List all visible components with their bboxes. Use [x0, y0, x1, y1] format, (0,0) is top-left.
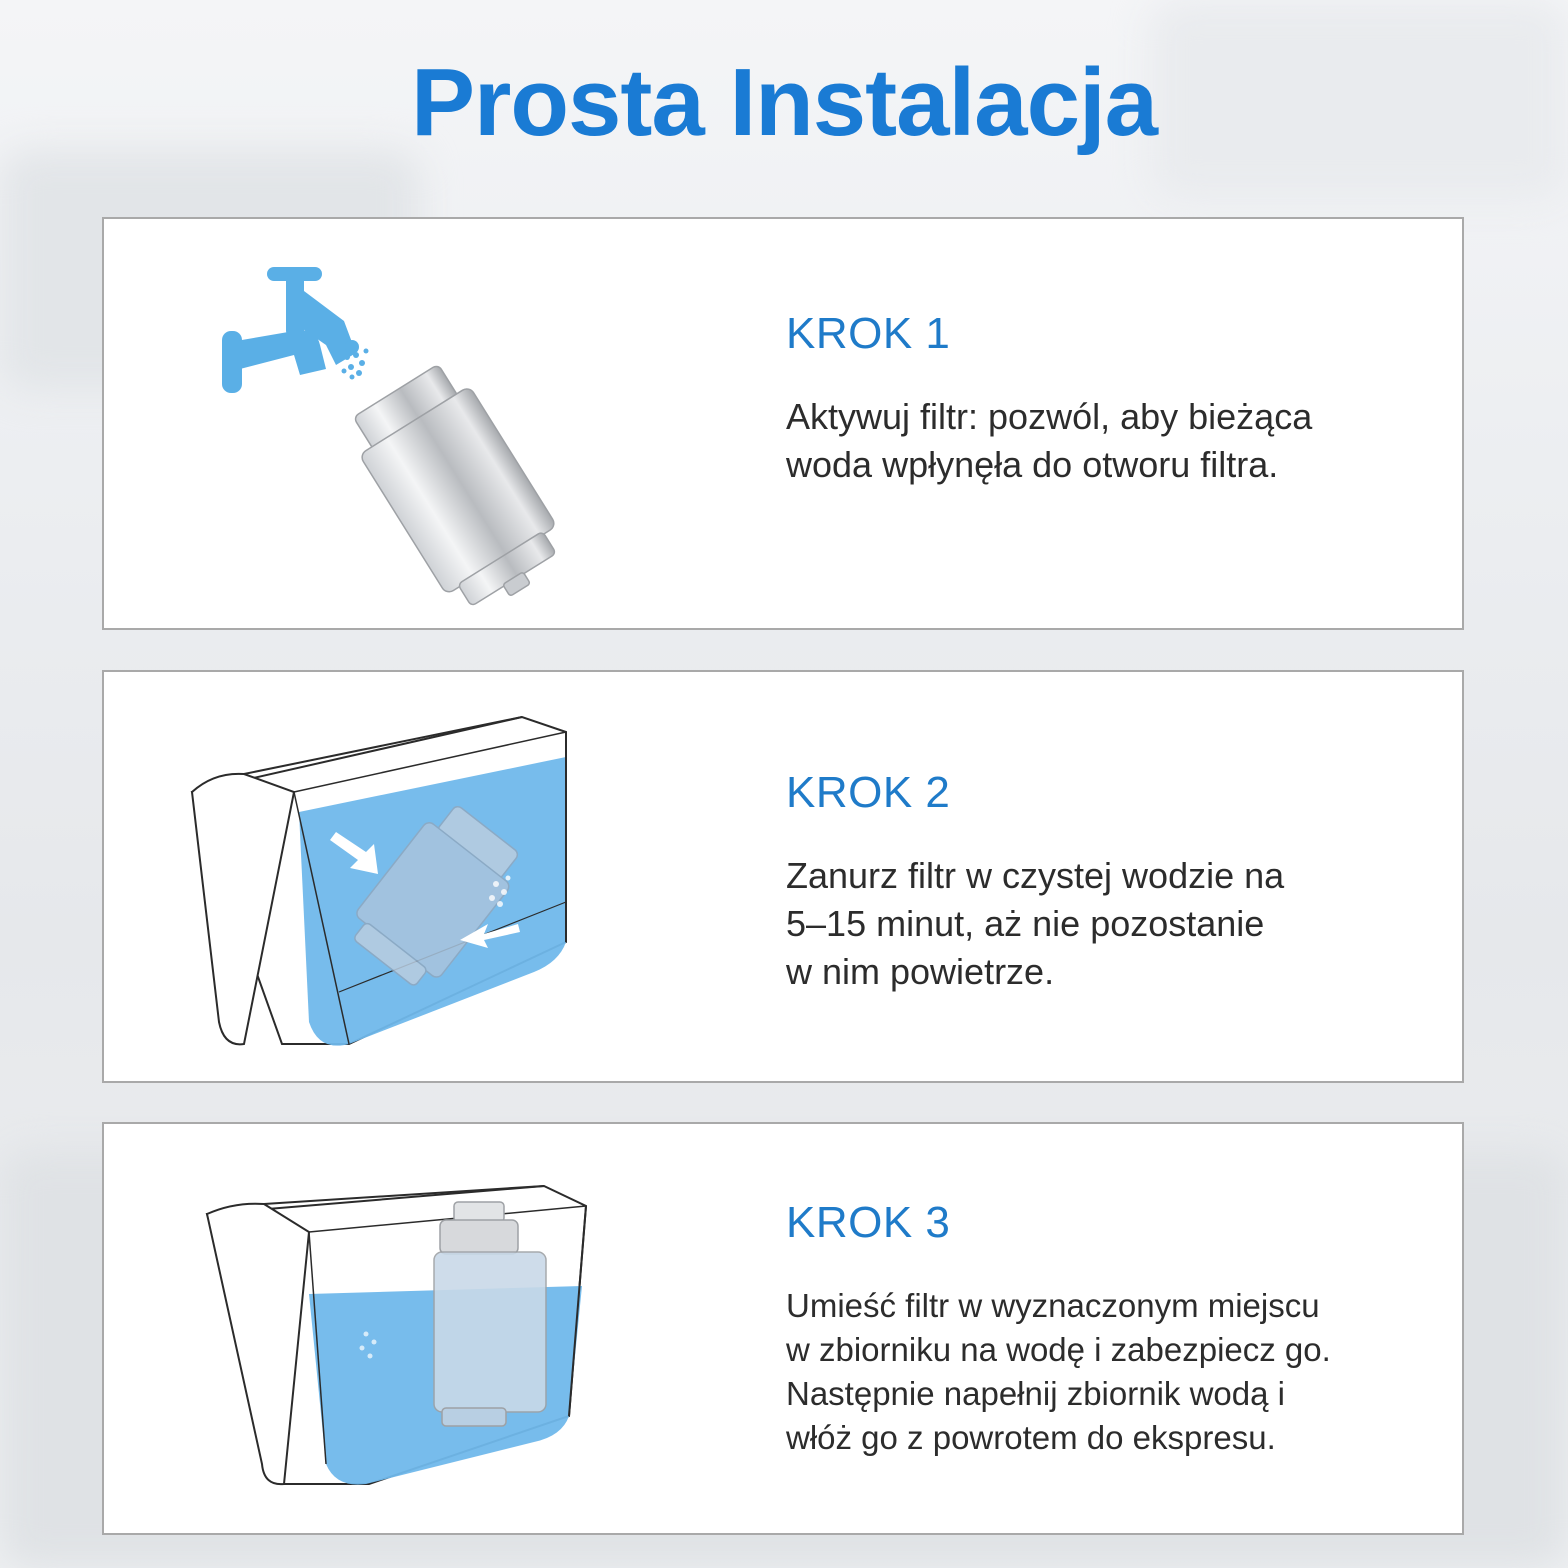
step-3-illustration: [104, 1124, 764, 1537]
step-1-text: Aktywuj filtr: pozwól, aby bieżąca woda wpłynęła do otworu filtra.: [786, 396, 1313, 485]
step-card-1: [102, 217, 1464, 630]
faucet-icon: [222, 267, 359, 393]
step-card-3: [102, 1122, 1464, 1535]
step-card-2: [102, 670, 1464, 1083]
step-3-title: KROK 3: [786, 1198, 951, 1247]
step-1-title: KROK 1: [786, 309, 951, 358]
step-2-text: Zanurz filtr w czystej wodzie na 5–15 minut, aż nie pozostanie w nim powietrze.: [786, 855, 1285, 992]
filter-cartridge-icon: [341, 356, 576, 624]
step-1-illustration: [104, 219, 764, 632]
water-tank-icon: [192, 717, 566, 1046]
step-2-illustration: [104, 672, 764, 1085]
step-2-title: KROK 2: [786, 768, 951, 817]
page-title: Prosta Instalacja: [410, 49, 1158, 156]
step-3-text: Umieść filtr w wyznaczonym miejscu w zbiorniku na wodę i zabezpiecz go. Następnie napełnij zbiornik wodą i włóż go z powrotem do ekspresu.: [786, 1287, 1331, 1456]
